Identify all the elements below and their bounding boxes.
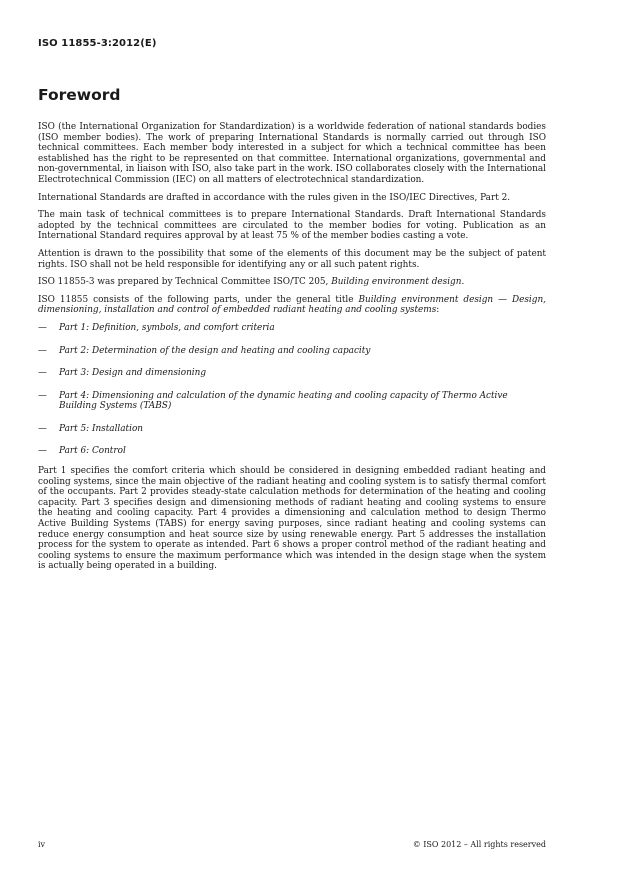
list-dash: — (38, 322, 47, 333)
committee-title: Building environment design (331, 277, 462, 288)
list-item-text: Part 1: Definition, symbols, and comfort criteria (59, 322, 275, 333)
list-item (38, 424, 546, 435)
list-item (38, 368, 546, 379)
list-item (38, 446, 546, 457)
list-item-text: Part 3: Design and dimensioning (59, 368, 207, 379)
paragraph-parts-intro (38, 295, 546, 316)
paragraph-iso-intro: ISO (the International Organization for Standardization) is a worldwide federation of national standards bodies (ISO member bodies). The work of preparing International Standards is normally carried out through ISO technical committees. Each member body interested in a subject for which a technical committee has been established has the right to be represented on that committee. International organizations, governmental and non-governmental, in liaison with ISO, also take part in the work. ISO collaborates closely with the International Electrotechnical Commission (IEC) on all matters of electrotechnical standardization. (38, 122, 546, 185)
paragraph-committee-task: The main task of technical committees is to prepare International Standards. Draft International Standards adopted by the technical committees are circulated to the member bodies for voting. Publication as an International Standard requires approval by at least 75 % of the member bodies casting a vote. (38, 210, 546, 242)
document-id-header: ISO 11855-3:2012(E) (38, 38, 157, 49)
page-number: iv (38, 840, 46, 849)
parts-list (38, 323, 546, 457)
foreword-body (38, 122, 546, 579)
list-dash: — (38, 390, 47, 401)
list-item-text: Part 6: Control (59, 446, 126, 457)
list-item (38, 323, 546, 334)
paragraph-drafting-rules: International Standards are drafted in accordance with the rules given in the ISO/IEC Directives, Part 2. (38, 192, 511, 203)
list-item (38, 391, 546, 412)
prepared-by-prefix: ISO 11855-3 was prepared by Technical Committee ISO/TC 205, (38, 277, 332, 288)
copyright-notice: © ISO 2012 – All rights reserved (412, 840, 546, 849)
list-item-text: Part 5: Installation (59, 423, 144, 434)
paragraph-parts-summary: Part 1 specifies the comfort criteria which should be considered in designing embedded radiant heating and cooling systems, since the main objective of the radiant heating and cooling system is to satisfy thermal comfort of the occupants. Part 2 provides steady-state calculation methods for determination of the heating and cooling capacity. Part 3 specifies design and dimensioning methods of radiant heating and cooling systems to ensure the heating and cooling capacity. Part 4 provides a dimensioning and calculation method to design Thermo Active Building Systems (TABS) for energy saving purposes, since radiant heating and cooling systems can reduce energy consumption and heat source size by using renewable energy. Part 5 addresses the installation process for the system to operate as intended. Part 6 shows a proper control method of the radiant heating and cooling systems to ensure the maximum performance which was intended in the design stage when the system is actually being operated in a building. (38, 466, 546, 572)
parts-intro-suffix: : (436, 305, 440, 316)
parts-intro-prefix: ISO 11855 consists of the following parts, under the general title (38, 294, 359, 305)
list-item-text: Part 4: Dimensioning and calculation of the dynamic heating and cooling capacity of Thermo Active Building Systems (TABS) (59, 390, 508, 412)
general-title: Building environment design — Design, dimensioning, installation and control of embedded radiant heating and cooling systems (38, 294, 546, 316)
list-dash: — (38, 368, 47, 379)
prepared-by-suffix: . (461, 277, 465, 288)
list-dash: — (38, 345, 47, 356)
paragraph-prepared-by (38, 277, 546, 288)
list-item (38, 346, 546, 357)
list-item-text: Part 2: Determination of the design and heating and cooling capacity (59, 345, 371, 356)
list-dash: — (38, 423, 47, 434)
paragraph-patent-rights: Attention is drawn to the possibility that some of the elements of this document may be the subject of patent rights. ISO shall not be held responsible for identifying any or all such patent rights. (38, 248, 546, 270)
list-dash: — (38, 446, 47, 457)
page-title: Foreword (38, 86, 121, 104)
